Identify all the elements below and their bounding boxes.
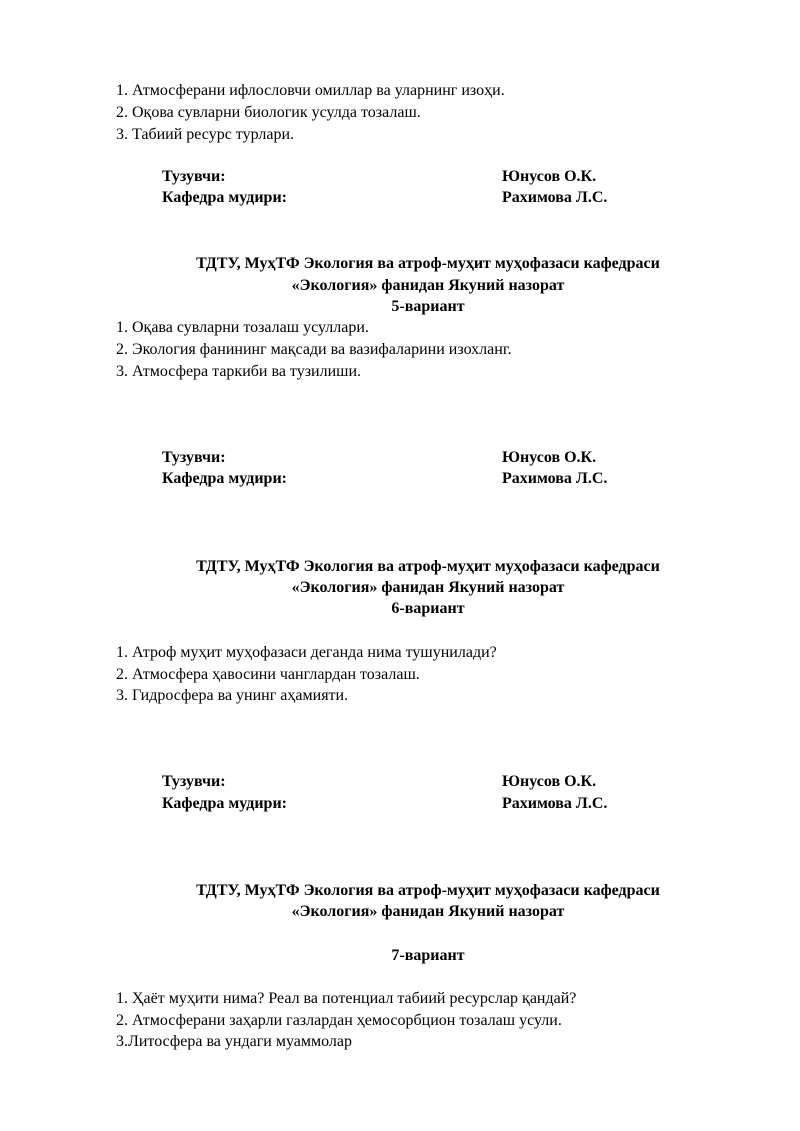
question-item: 2. Атмосферани заҳарли газлардан ҳемосорбцион тозалаш усули. <box>116 1012 562 1029</box>
question-item: 1. Атроф муҳит муҳофазаси деганда нима тушунилади? <box>116 644 497 661</box>
block-header-subject: «Экология» фанидан Якуний назорат <box>291 903 565 920</box>
question-item: 2. Атмосфера ҳавосини чанглардан тозалаш. <box>116 666 420 683</box>
question-item: 3. Атмосфера таркиби ва тузилиши. <box>116 363 362 380</box>
head-name: Рахимова Л.С. <box>502 470 608 487</box>
question-item: 2. Оқова сувларни биологик усулда тозалаш. <box>116 104 421 121</box>
variant-title: 6-вариант <box>391 600 465 617</box>
block-header-subject: «Экология» фанидан Якуний назорат <box>291 579 565 596</box>
question-item: 1. Атмосферани ифлословчи омиллар ва уларнинг изоҳи. <box>116 82 505 99</box>
question-item: 1. Ҳаёт муҳити нима? Реал ва потенциал табиий ресурслар қандай? <box>116 990 577 1007</box>
head-label: Кафедра мудири: <box>162 470 287 487</box>
head-label: Кафедра мудири: <box>162 795 287 812</box>
question-item: 1. Оқава сувларни тозалаш усуллари. <box>116 319 369 336</box>
block-header-title: ТДТУ, МуҳТФ Экология ва атроф-муҳит муҳофазаси кафедраси <box>196 558 660 575</box>
variant-title: 7-вариант <box>391 947 465 964</box>
head-name: Рахимова Л.С. <box>502 795 608 812</box>
author-name: Юнусов О.К. <box>502 449 597 466</box>
author-label: Тузувчи: <box>162 773 226 790</box>
block-header-subject: «Экология» фанидан Якуний назорат <box>291 277 565 294</box>
head-label: Кафедра мудири: <box>162 189 287 206</box>
author-label: Тузувчи: <box>162 449 226 466</box>
author-name: Юнусов О.К. <box>502 773 597 790</box>
question-item: 3.Литосфера ва ундаги муаммолар <box>116 1033 352 1050</box>
head-name: Рахимова Л.С. <box>502 189 608 206</box>
author-name: Юнусов О.К. <box>502 168 597 185</box>
block-header-title: ТДТУ, МуҳТФ Экология ва атроф-муҳит муҳофазаси кафедраси <box>196 255 660 272</box>
author-label: Тузувчи: <box>162 168 226 185</box>
variant-title: 5-вариант <box>391 298 465 315</box>
question-item: 3. Табиий ресурс турлари. <box>116 126 295 143</box>
block-header-title: ТДТУ, МуҳТФ Экология ва атроф-муҳит муҳофазаси кафедраси <box>196 882 660 899</box>
question-item: 2. Экология фанининг мақсади ва вазифаларини изохланг. <box>116 341 512 358</box>
question-item: 3. Гидросфера ва унинг аҳамияти. <box>116 687 349 704</box>
